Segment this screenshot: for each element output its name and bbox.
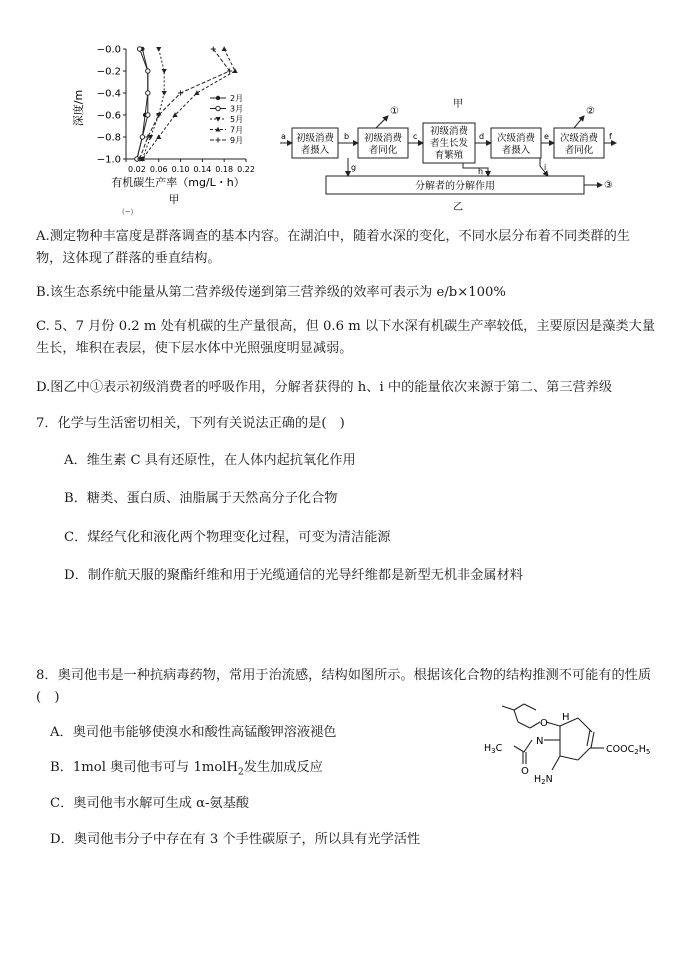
flow-letter: h (478, 167, 484, 176)
q8-option-b-sub: 2 (238, 767, 244, 778)
series-3-point (162, 91, 167, 96)
figure-yi-label: 乙 (453, 202, 463, 213)
series-4-point (194, 90, 199, 95)
legend-marker (216, 96, 220, 100)
x-tick-label: 0.10 (171, 165, 190, 174)
flow-letter: c (413, 132, 418, 141)
flow-letter: d (479, 132, 485, 141)
box-primary-growth-text: 初级消费者生长发育繁殖 (429, 126, 469, 161)
struct-cooc2h5: $COOC_2H_5$ (606, 744, 651, 756)
flow-letter: i (544, 163, 547, 172)
series-2-point (146, 69, 150, 73)
struct-h: H (562, 712, 570, 723)
x-tick-label: 0.02 (128, 165, 146, 174)
series-4-point (232, 68, 237, 73)
legend-entry: 9月 (230, 136, 244, 145)
q7-option-b: B．糖类、蛋白质、油脂属于天然高分子化合物 (64, 491, 338, 506)
series-2-point (140, 135, 144, 139)
q7-option-a: A．维生素 C 具有还原性，在人体内起抗氧化作用 (64, 453, 356, 468)
struct-o2: O (521, 766, 529, 777)
x-tick-label: 0.18 (215, 165, 234, 174)
circled-number: ② (586, 106, 595, 117)
flow-letter: b (344, 132, 350, 141)
flow-letter: e (544, 132, 549, 141)
y-axis-label: 深度/m (72, 89, 85, 127)
q6-option-a: A.测定物种丰富度是群落调查的基本内容。在湖泊中，随着水深的变化，不同水层分布着不同类群的生物，这体现了群落的垂直结构。 (36, 229, 630, 266)
figure-jia-chart (70, 38, 270, 216)
series-3-point (156, 47, 161, 52)
legend-entry: 2月 (230, 94, 244, 103)
series-2-point (146, 91, 150, 95)
struct-nh2: $H_2N$ (534, 774, 553, 786)
q8-option-a: A．奥司他韦能够使溴水和酸性高锰酸钾溶液褪色 (50, 725, 337, 740)
q8-option-b (50, 757, 323, 784)
oseltamivir-structure (480, 700, 670, 792)
y-tick-label: −1.0 (96, 154, 121, 166)
y-tick-label: −0.6 (96, 110, 121, 122)
x-tick-label: 0.22 (237, 165, 255, 174)
decomposer-label: 分解者的分解作用 (415, 181, 495, 192)
legend-marker (216, 106, 220, 110)
legend-marker (216, 138, 221, 143)
legend-entry: 3月 (230, 104, 244, 114)
series-3-point (162, 69, 167, 74)
figure-yi-top-label: 甲 (453, 99, 463, 110)
flow-letter: g (351, 163, 357, 172)
series-2-point (146, 113, 150, 117)
y-tick-label: −0.4 (96, 88, 121, 100)
struct-o: O (540, 718, 548, 729)
series-4-point (222, 46, 227, 51)
box-primary-intake-text: 初级消费者摄入 (295, 133, 335, 156)
series-line-5 (140, 49, 230, 159)
box-secondary-intake-text: 次级消费者摄入 (496, 133, 536, 156)
q6-option-d: D.图乙中①表示初级消费者的呼吸作用，分解者获得的 h、i 中的能量依次来源于第二、第三营养级 (36, 380, 613, 395)
x-axis-label: 有机碳生产率（mg/L・h） (111, 176, 245, 189)
q8-option-b-post: 发生加成反应 (243, 760, 323, 775)
flow-letter: a (281, 132, 286, 141)
box-secondary-assimilation-text: 次级消费者同化 (559, 133, 599, 156)
struct-h3c: $H_3C$ (484, 743, 503, 755)
y-tick-label: −0.2 (96, 66, 121, 78)
q8-option-c: C．奥司他韦水解可生成 α-氨基酸 (50, 796, 250, 811)
legend-entry: 7月 (230, 125, 244, 135)
flow-letter: f (609, 132, 612, 141)
stray-mark: (~) (122, 208, 134, 216)
q8-stem: 8．奥司他韦是一种抗病毒药物，常用于治流感，结构如图所示。根据该化合物的结构推测不可能有的性质( ) (36, 668, 652, 705)
circled-number: ① (390, 106, 399, 117)
y-tick-label: −0.8 (96, 132, 121, 144)
series-5-point (178, 91, 183, 96)
struct-nh: N (536, 736, 544, 747)
x-tick-label: 0.14 (193, 165, 212, 174)
q6-option-c: C. 5、7 月份 0.2 m 处有机碳的生产量很高，但 0.6 m 以下水深有机碳生产率较低，主要原因是藻类大量生长，堆积在表层，使下层水体中光照强度明显减弱。 (36, 319, 656, 356)
figure-jia-label: 甲 (168, 193, 180, 206)
q7-option-c: C．煤经气化和液化两个物理变化过程，可变为清洁能源 (64, 530, 391, 545)
y-tick-label: −0.0 (96, 44, 121, 56)
legend-entry: 5月 (230, 115, 244, 124)
q8-option-d: D．奥司他韦分子中存在有 3 个手性碳原子，所以具有光学活性 (50, 832, 421, 847)
series-line-4 (142, 49, 235, 159)
figure-yi-diagram (278, 98, 618, 214)
q8-option-b-pre: B．1mol 奥司他韦可与 1molH (50, 760, 238, 775)
series-4-point (156, 134, 161, 139)
q7-stem: 7．化学与生活密切相关，下列有关说法正确的是( ) (36, 416, 345, 431)
x-tick-label: 0.06 (149, 165, 168, 174)
q6-option-b: B.该生态系统中能量从第二营养级传递到第三营养级的效率可表示为 e/b×100% (36, 285, 506, 300)
box-primary-assimilation-text: 初级消费者同化 (363, 133, 403, 156)
circled-number: ③ (604, 180, 613, 191)
series-2-point (137, 47, 141, 51)
q7-option-d: D．制作航天服的聚酯纤维和用于光缆通信的光导纤维都是新型无机非金属材料 (64, 568, 523, 583)
